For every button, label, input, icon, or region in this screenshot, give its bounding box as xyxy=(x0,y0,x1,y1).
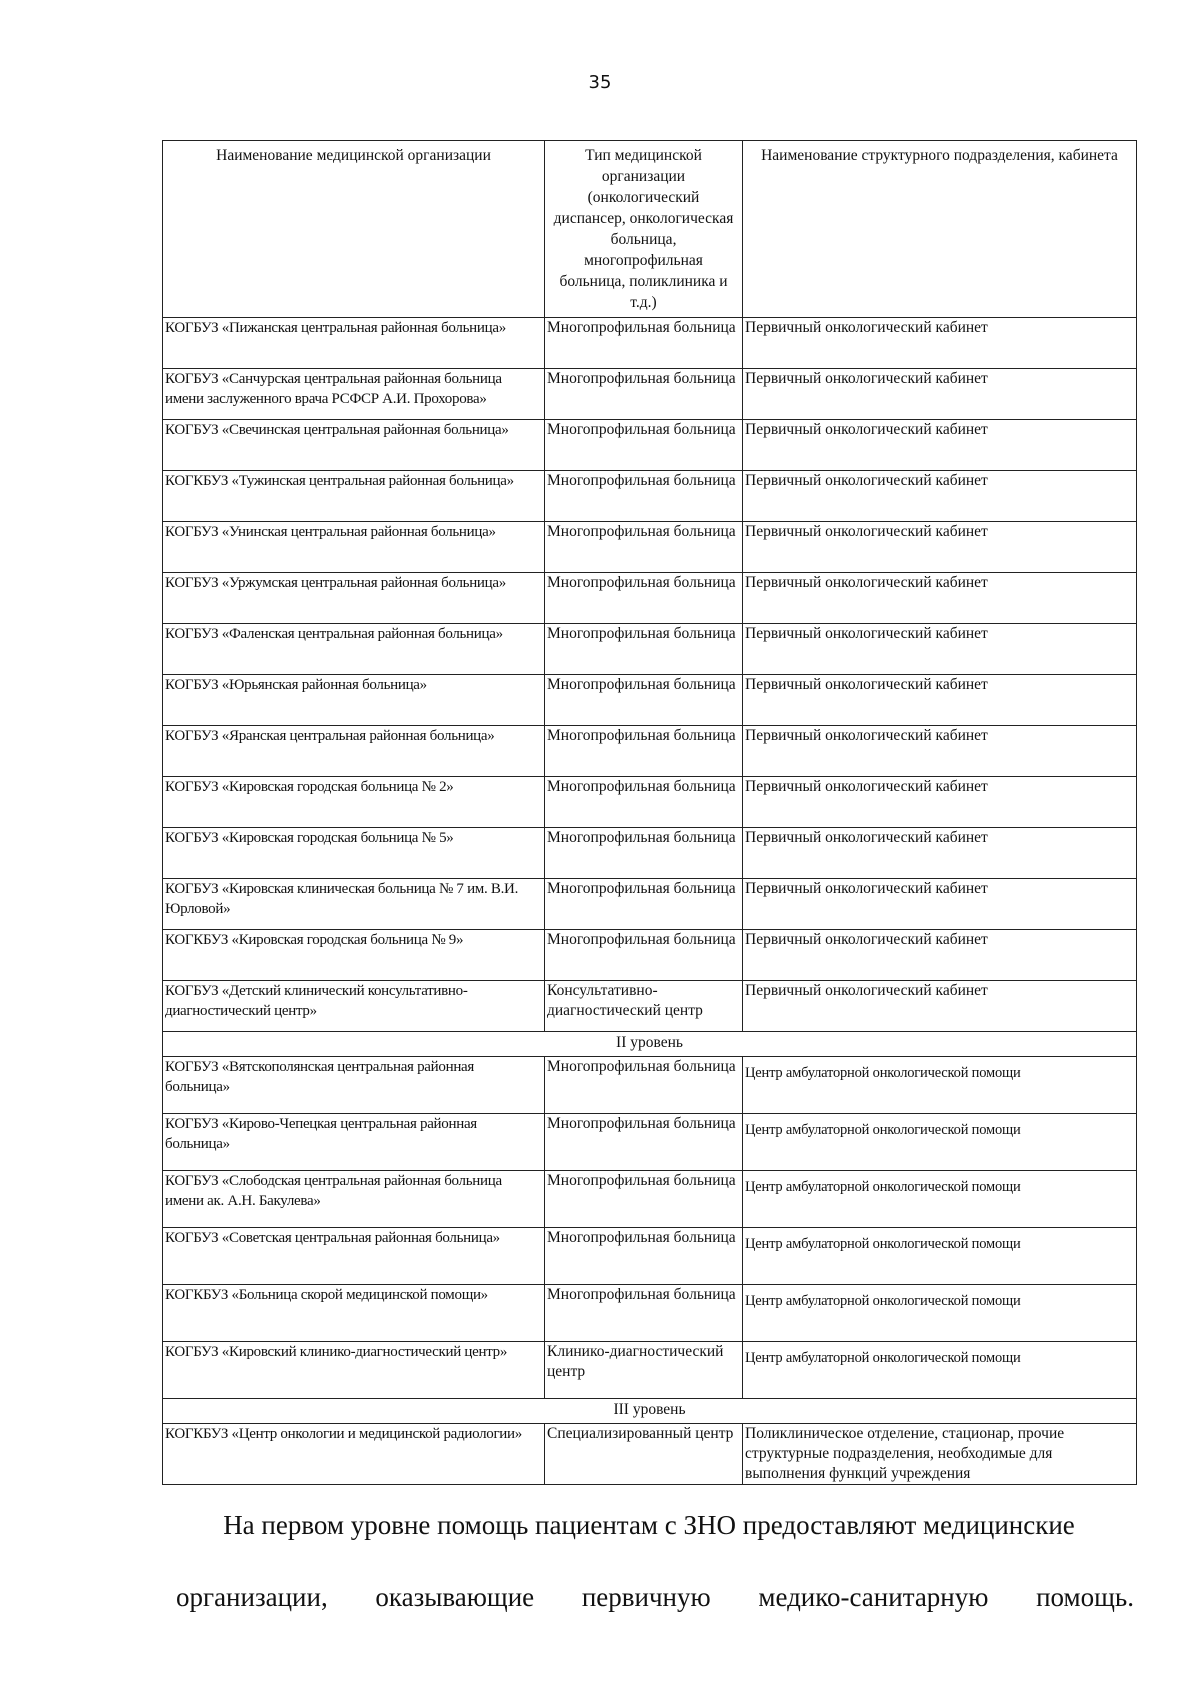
unit-name: Первичный онкологический кабинет xyxy=(743,573,1137,624)
header-org-name: Наименование медицинской организации xyxy=(163,141,545,318)
table-row xyxy=(163,318,1137,369)
table-row xyxy=(163,1114,1137,1171)
org-name: КОГКБУЗ «Тужинская центральная районная больница» xyxy=(163,471,545,522)
org-name: КОГКБУЗ «Кировская городская больница № 9» xyxy=(163,930,545,981)
org-type: Многопрофильная больница xyxy=(545,1171,743,1228)
org-name: КОГБУЗ «Уржумская центральная районная больница» xyxy=(163,573,545,624)
table-row xyxy=(163,420,1137,471)
org-name: КОГБУЗ «Кировская городская больница № 2» xyxy=(163,777,545,828)
unit-name: Первичный онкологический кабинет xyxy=(743,318,1137,369)
paragraph-line-2 xyxy=(176,1582,1134,1613)
org-name: КОГБУЗ «Кирово-Чепецкая центральная районная больница» xyxy=(163,1114,545,1171)
org-name: КОГБУЗ «Кировская клиническая больница № 7 им. В.И. Юрловой» xyxy=(163,879,545,930)
org-type: Многопрофильная больница xyxy=(545,726,743,777)
org-type: Многопрофильная больница xyxy=(545,1228,743,1285)
org-type: Многопрофильная больница xyxy=(545,420,743,471)
paragraph-line-1: На первом уровне помощь пациентам с ЗНО предоставляют медицинские xyxy=(223,1510,1075,1540)
paragraph-word: первичную xyxy=(581,1582,711,1612)
table-row xyxy=(163,1342,1137,1399)
org-type: Многопрофильная больница xyxy=(545,573,743,624)
org-name: КОГКБУЗ «Центр онкологии и медицинской радиологии» xyxy=(163,1424,545,1485)
org-type: Многопрофильная больница xyxy=(545,369,743,420)
org-name: КОГБУЗ «Детский клинический консультативно-диагностический центр» xyxy=(163,981,545,1032)
unit-name: Центр амбулаторной онкологической помощи xyxy=(743,1114,1137,1171)
table-row xyxy=(163,726,1137,777)
table-row xyxy=(163,777,1137,828)
table-row xyxy=(163,675,1137,726)
table-row xyxy=(163,369,1137,420)
org-type: Многопрофильная больница xyxy=(545,777,743,828)
org-name: КОГБУЗ «Пижанская центральная районная больница» xyxy=(163,318,545,369)
org-name: КОГБУЗ «Юрьянская районная больница» xyxy=(163,675,545,726)
table-row xyxy=(163,471,1137,522)
org-type: Многопрофильная больница xyxy=(545,1285,743,1342)
org-name: КОГБУЗ «Вятскополянская центральная районная больница» xyxy=(163,1057,545,1114)
org-name: КОГБУЗ «Унинская центральная районная больница» xyxy=(163,522,545,573)
org-type: Клинико-диагностический центр xyxy=(545,1342,743,1399)
org-type: Специализированный центр xyxy=(545,1424,743,1485)
paragraph-word: помощь. xyxy=(1036,1582,1134,1612)
header-org-type: Тип медицинской организации (онкологический диспансер, онкологическая больница, многопрофильная больница, поликлиника и т.д.) xyxy=(545,141,743,318)
table-header-row xyxy=(163,141,1137,318)
org-type: Многопрофильная больница xyxy=(545,624,743,675)
org-name: КОГБУЗ «Кировская городская больница № 5» xyxy=(163,828,545,879)
table-row xyxy=(163,1171,1137,1228)
unit-name: Центр амбулаторной онкологической помощи xyxy=(743,1228,1137,1285)
org-name: КОГБУЗ «Свечинская центральная районная больница» xyxy=(163,420,545,471)
org-name: КОГКБУЗ «Больница скорой медицинской помощи» xyxy=(163,1285,545,1342)
table-row xyxy=(163,624,1137,675)
unit-name: Центр амбулаторной онкологической помощи xyxy=(743,1057,1137,1114)
org-type: Многопрофильная больница xyxy=(545,675,743,726)
table-row xyxy=(163,1057,1137,1114)
unit-name: Первичный онкологический кабинет xyxy=(743,726,1137,777)
org-type: Многопрофильная больница xyxy=(545,879,743,930)
org-name: КОГБУЗ «Кировский клинико-диагностический центр» xyxy=(163,1342,545,1399)
table-row xyxy=(163,828,1137,879)
medical-organizations-table xyxy=(162,140,1137,1485)
paragraph-word: оказывающие xyxy=(375,1582,535,1612)
paragraph-word: медико-санитарную xyxy=(758,1582,989,1612)
table-row xyxy=(163,981,1137,1032)
table-row xyxy=(163,522,1137,573)
org-type: Многопрофильная больница xyxy=(545,318,743,369)
table-body xyxy=(163,318,1137,1485)
unit-name: Первичный онкологический кабинет xyxy=(743,420,1137,471)
header-unit-name: Наименование структурного подразделения, кабинета xyxy=(743,141,1137,318)
unit-name: Первичный онкологический кабинет xyxy=(743,369,1137,420)
unit-name: Центр амбулаторной онкологической помощи xyxy=(743,1285,1137,1342)
org-type: Многопрофильная больница xyxy=(545,828,743,879)
level-2-heading: II уровень xyxy=(163,1032,1137,1057)
table-row xyxy=(163,1285,1137,1342)
table-row xyxy=(163,573,1137,624)
level-3-heading: III уровень xyxy=(163,1399,1137,1424)
level-heading-row xyxy=(163,1399,1137,1424)
unit-name: Поликлиническое отделение, стационар, прочие структурные подразделения, необходимые для выполнения функций учреждения xyxy=(743,1424,1137,1485)
org-type: Многопрофильная больница xyxy=(545,522,743,573)
table-row xyxy=(163,879,1137,930)
org-type: Многопрофильная больница xyxy=(545,1114,743,1171)
org-name: КОГБУЗ «Советская центральная районная больница» xyxy=(163,1228,545,1285)
page-number: 35 xyxy=(588,72,612,93)
org-type: Многопрофильная больница xyxy=(545,471,743,522)
org-name: КОГБУЗ «Яранская центральная районная больница» xyxy=(163,726,545,777)
table-row xyxy=(163,1424,1137,1485)
unit-name: Первичный онкологический кабинет xyxy=(743,471,1137,522)
org-name: КОГБУЗ «Санчурская центральная районная больница имени заслуженного врача РСФСР А.И. Прохорова» xyxy=(163,369,545,420)
unit-name: Первичный онкологический кабинет xyxy=(743,624,1137,675)
org-type: Многопрофильная больница xyxy=(545,930,743,981)
unit-name: Первичный онкологический кабинет xyxy=(743,879,1137,930)
org-type: Многопрофильная больница xyxy=(545,1057,743,1114)
unit-name: Центр амбулаторной онкологической помощи xyxy=(743,1342,1137,1399)
org-name: КОГБУЗ «Слободская центральная районная больница имени ак. А.Н. Бакулева» xyxy=(163,1171,545,1228)
unit-name: Первичный онкологический кабинет xyxy=(743,777,1137,828)
org-name: КОГБУЗ «Фаленская центральная районная больница» xyxy=(163,624,545,675)
level-heading-row xyxy=(163,1032,1137,1057)
unit-name: Первичный онкологический кабинет xyxy=(743,675,1137,726)
unit-name: Первичный онкологический кабинет xyxy=(743,930,1137,981)
org-type: Консультативно-диагностический центр xyxy=(545,981,743,1032)
paragraph-word: организации, xyxy=(176,1582,328,1612)
unit-name: Первичный онкологический кабинет xyxy=(743,522,1137,573)
table-row xyxy=(163,1228,1137,1285)
unit-name: Первичный онкологический кабинет xyxy=(743,828,1137,879)
unit-name: Первичный онкологический кабинет xyxy=(743,981,1137,1032)
table-row xyxy=(163,930,1137,981)
unit-name: Центр амбулаторной онкологической помощи xyxy=(743,1171,1137,1228)
